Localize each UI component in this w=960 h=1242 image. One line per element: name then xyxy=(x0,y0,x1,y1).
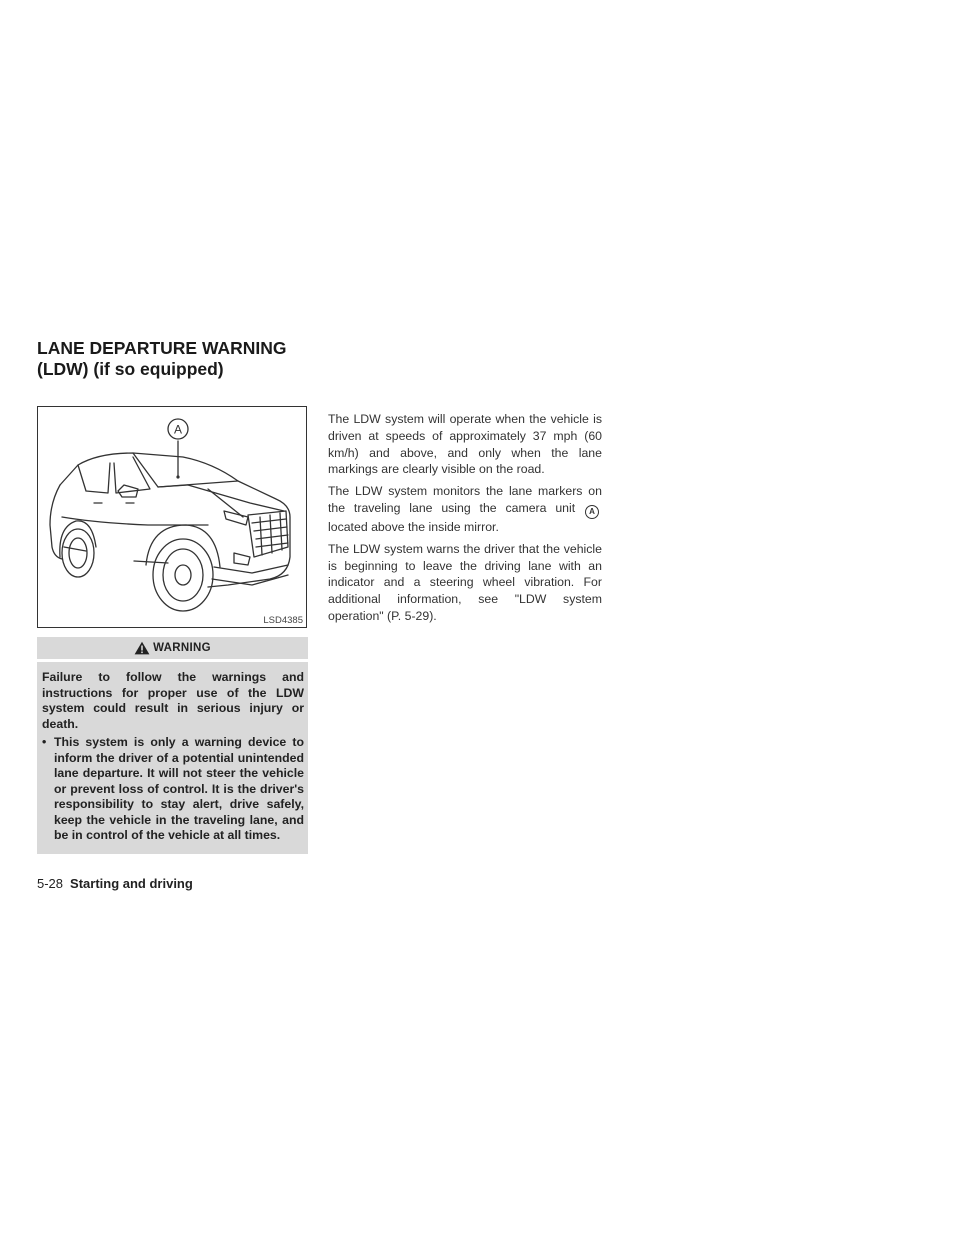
callout-a-inline: A xyxy=(585,505,599,519)
figure-code: LSD4385 xyxy=(263,615,303,626)
warning-header xyxy=(37,637,308,659)
paragraph-monitoring-end: located above the inside mirror. xyxy=(328,519,499,534)
body-text xyxy=(328,411,602,630)
warning-triangle-icon xyxy=(134,641,150,655)
vehicle-illustration xyxy=(38,407,306,627)
warning-bullet-text: This system is only a warning device to inform the driver of a potential unintended lane departure. It will not steer the vehicle or prevent loss of control. It is the driver's responsibility to stay alert, drive safely, keep the vehicle in the traveling lane, and be in control of the vehicle at all times. xyxy=(54,735,304,842)
warning-intro: Failure to follow the warnings and instructions for proper use of the LDW system could result in serious injury or death. xyxy=(42,670,304,731)
paragraph-operation: The LDW system will operate when the vehicle is driven at speeds of approximately 37 mph (60 km/h) and above, and only when the lane markings are clearly visible on the road. xyxy=(328,412,602,477)
paragraph-monitoring-start: The LDW system monitors the lane markers on the traveling lane using the camera unit xyxy=(328,484,602,515)
bullet-dot: • xyxy=(42,735,47,749)
chapter-title: Starting and driving xyxy=(70,876,193,891)
page-number: 5-28 xyxy=(37,876,64,891)
vehicle-figure xyxy=(37,406,307,628)
warning-title: WARNING xyxy=(153,642,211,654)
callout-a-label: A xyxy=(173,422,183,437)
page-footer xyxy=(37,876,193,891)
paragraph-warning: The LDW system warns the driver that the vehicle is beginning to leave the driving lane with an indicator and a steering wheel vibration. For additional information, see "LDW system operation" (P. 5-29). xyxy=(328,541,602,623)
warning-body xyxy=(37,662,308,854)
paragraph-monitoring xyxy=(328,483,602,536)
section-heading: LANE DEPARTURE WARNING (LDW) (if so equipped) xyxy=(37,338,287,379)
warning-bullet xyxy=(42,735,304,844)
